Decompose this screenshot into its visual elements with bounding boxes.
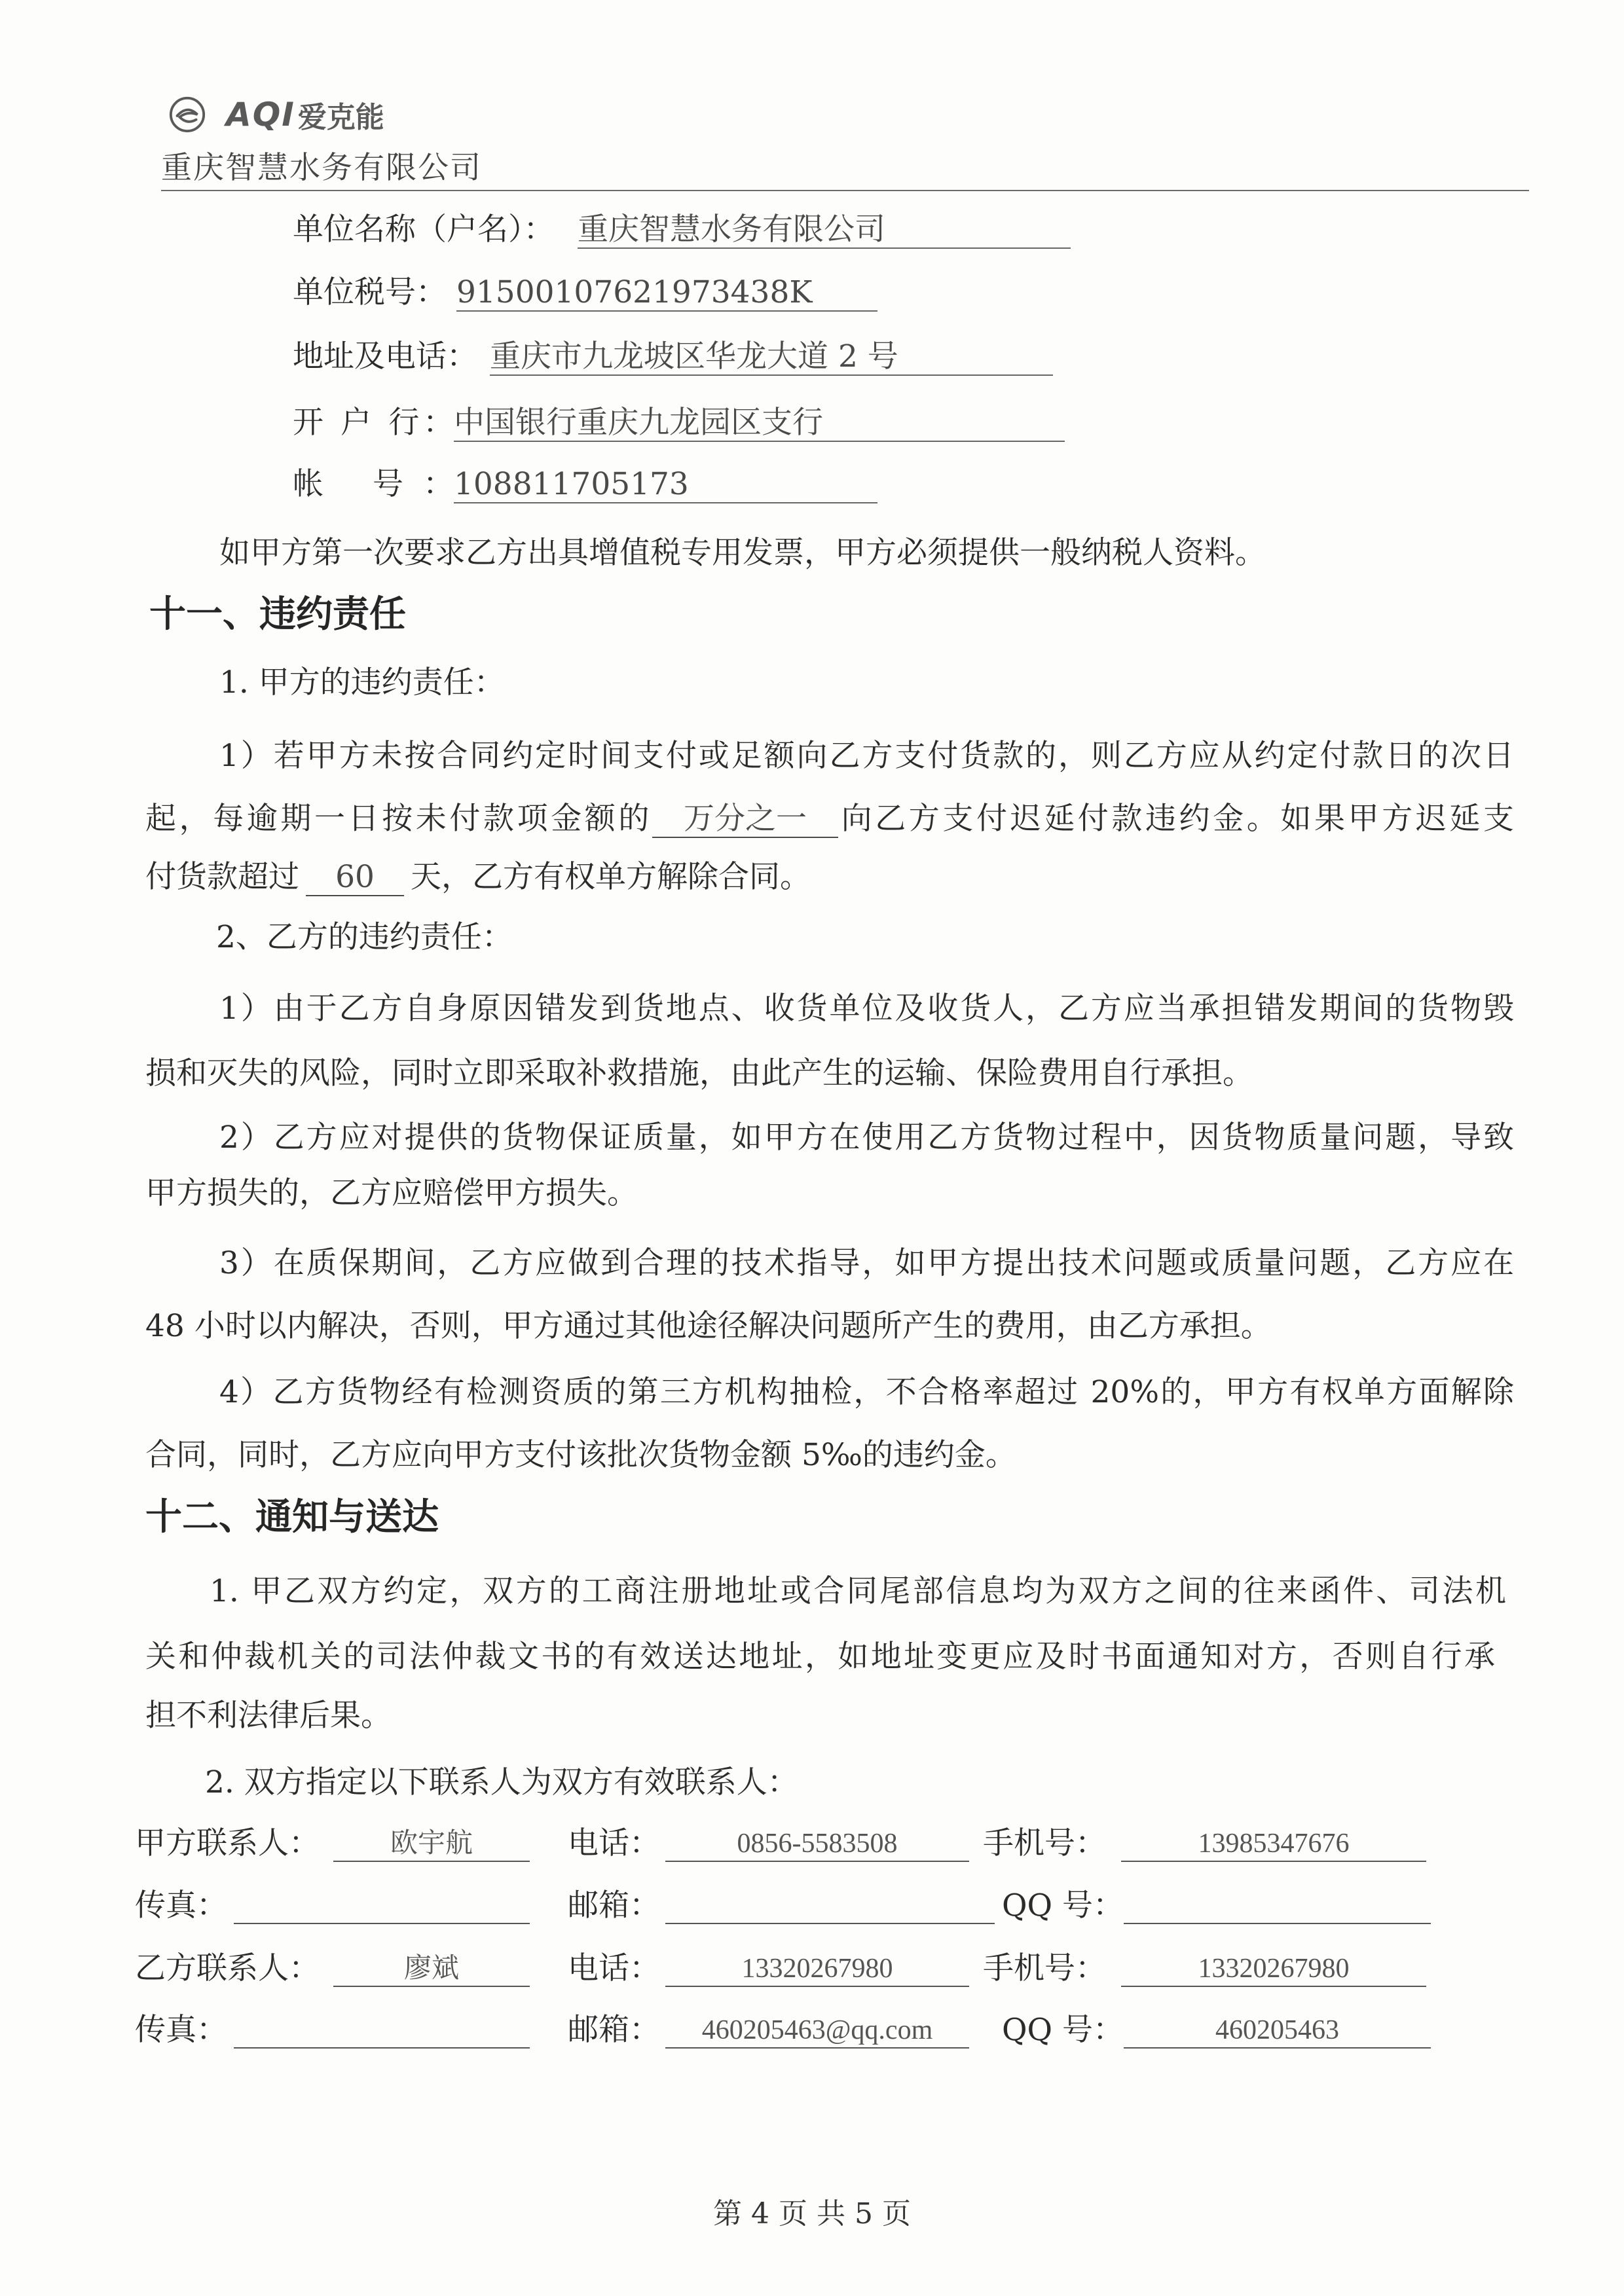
billing-row-bank — [293, 405, 1065, 442]
company-logo — [168, 96, 384, 134]
aqi-logo-icon — [168, 96, 206, 134]
fax-field — [234, 1889, 530, 1924]
paragraph-line: 损和灭失的风险，同时立即采取补救措施，由此产生的运输、保险费用自行承担。 — [145, 1055, 1253, 1091]
party-a-breach-title: 1. 甲方的违约责任： — [219, 665, 505, 701]
email-field — [665, 1889, 995, 1924]
email-field: 460205463@qq.com — [665, 2013, 969, 2049]
phone-label: 电话： — [568, 1825, 660, 1861]
mobile-field: 13320267980 — [1121, 1952, 1426, 1987]
paragraph-line: 1. 甲乙双方约定，双方的工商注册地址或合同尾部信息均为双方之间的往来函件、司法机 — [210, 1573, 1506, 1609]
letterhead-company-name: 重庆智慧水务有限公司 — [161, 150, 482, 186]
billing-value: 91500107621973438K — [456, 275, 877, 312]
contact-label: 乙方联系人： — [135, 1950, 320, 1986]
billing-value: 重庆智慧水务有限公司 — [578, 212, 1071, 249]
party-b-breach-title: 2、乙方的违约责任： — [216, 919, 513, 955]
contact-name-field: 廖斌 — [333, 1952, 530, 1987]
paragraph-text: 付货款超过 — [145, 859, 299, 895]
billing-label: 单位名称（户名）： — [293, 211, 555, 247]
fax-label: 传真： — [135, 2012, 227, 2048]
paragraph-line: 2）乙方应对提供的货物保证质量，如甲方在使用乙方货物过程中，因货物质量问题，导致 — [219, 1120, 1514, 1156]
section-heading-breach: 十一、违约责任 — [149, 592, 406, 636]
qq-field — [1124, 1889, 1431, 1924]
overdue-days-field: 60 — [306, 862, 404, 896]
contact-label: 甲方联系人： — [135, 1825, 320, 1861]
mobile-label: 手机号： — [983, 1825, 1106, 1861]
billing-label: 帐 号： — [293, 466, 454, 502]
contacts-intro: 2. 双方指定以下联系人为双方有效联系人： — [205, 1764, 798, 1800]
logo-cn-text: 爱克能 — [297, 101, 384, 134]
fax-field — [234, 2013, 530, 2049]
billing-label: 地址及电话： — [293, 338, 477, 374]
penalty-rate-line — [145, 803, 1514, 838]
fax-label: 传真： — [135, 1887, 227, 1923]
contact-name-field: 欧宇航 — [333, 1827, 530, 1862]
paragraph-line: 1）若甲方未按合同约定时间支付或足额向乙方支付货款的，则乙方应从约定付款日的次日 — [219, 738, 1514, 774]
paragraph-line: 关和仲裁机关的司法仲裁文书的有效送达地址，如地址变更应及时书面通知对方，否则自行承 — [145, 1639, 1495, 1675]
paragraph-line: 4）乙方货物经有检测资质的第三方机构抽检，不合格率超过 20%的，甲方有权单方面解除 — [219, 1374, 1514, 1410]
billing-row-tax-id — [293, 275, 877, 312]
billing-row-name — [293, 212, 1071, 249]
paragraph-text: 向乙方支付迟延付款违约金。如果甲方迟延支 — [838, 801, 1514, 837]
email-label: 邮箱： — [568, 2012, 660, 2048]
paragraph-text: 起，每逾期一日按未付款项金额的 — [145, 801, 652, 837]
paragraph-line: 1）由于乙方自身原因错发到货地点、收货单位及收货人，乙方应当承担错发期间的货物毁 — [219, 991, 1514, 1027]
billing-value: 中国银行重庆九龙园区支行 — [454, 405, 1065, 442]
mobile-label: 手机号： — [983, 1950, 1106, 1986]
qq-field: 460205463 — [1124, 2013, 1431, 2049]
paragraph-line: 3）在质保期间，乙方应做到合理的技术指导，如甲方提出技术问题或质量问题，乙方应在 — [219, 1245, 1514, 1281]
billing-label: 开 户 行： — [293, 405, 454, 441]
phone-field: 0856-5583508 — [665, 1827, 969, 1862]
paragraph-line: 担不利法律后果。 — [145, 1698, 392, 1734]
billing-row-account — [293, 467, 877, 503]
phone-field: 13320267980 — [665, 1952, 969, 1987]
logo-latin-text: AQI — [226, 96, 295, 134]
overdue-days-line — [145, 859, 811, 896]
qq-label: QQ 号： — [1002, 2012, 1124, 2048]
letterhead-divider — [161, 190, 1529, 191]
paragraph-line: 48 小时以内解决，否则，甲方通过其他途径解决问题所产生的费用，由乙方承担。 — [145, 1308, 1272, 1344]
billing-value: 108811705173 — [454, 467, 877, 503]
paragraph-line: 合同，同时，乙方应向甲方支付该批次货物金额 5‰的违约金。 — [145, 1437, 1016, 1473]
billing-label: 单位税号： — [293, 274, 447, 310]
billing-row-address — [293, 339, 1053, 376]
billing-value: 重庆市九龙坡区华龙大道 2 号 — [490, 339, 1053, 376]
paragraph-text: 天，乙方有权单方解除合同。 — [411, 859, 811, 895]
page-number: 第 4 页 共 5 页 — [713, 2197, 911, 2231]
email-label: 邮箱： — [568, 1887, 660, 1923]
qq-label: QQ 号： — [1002, 1887, 1124, 1923]
paragraph-line: 甲方损失的，乙方应赔偿甲方损失。 — [145, 1175, 638, 1211]
penalty-rate-field: 万分之一 — [652, 803, 838, 838]
phone-label: 电话： — [568, 1950, 660, 1986]
section-heading-notice: 十二、通知与送达 — [145, 1495, 439, 1539]
invoice-note: 如甲方第一次要求乙方出具增值税专用发票，甲方必须提供一般纳税人资料。 — [219, 535, 1266, 571]
mobile-field: 13985347676 — [1121, 1827, 1426, 1862]
